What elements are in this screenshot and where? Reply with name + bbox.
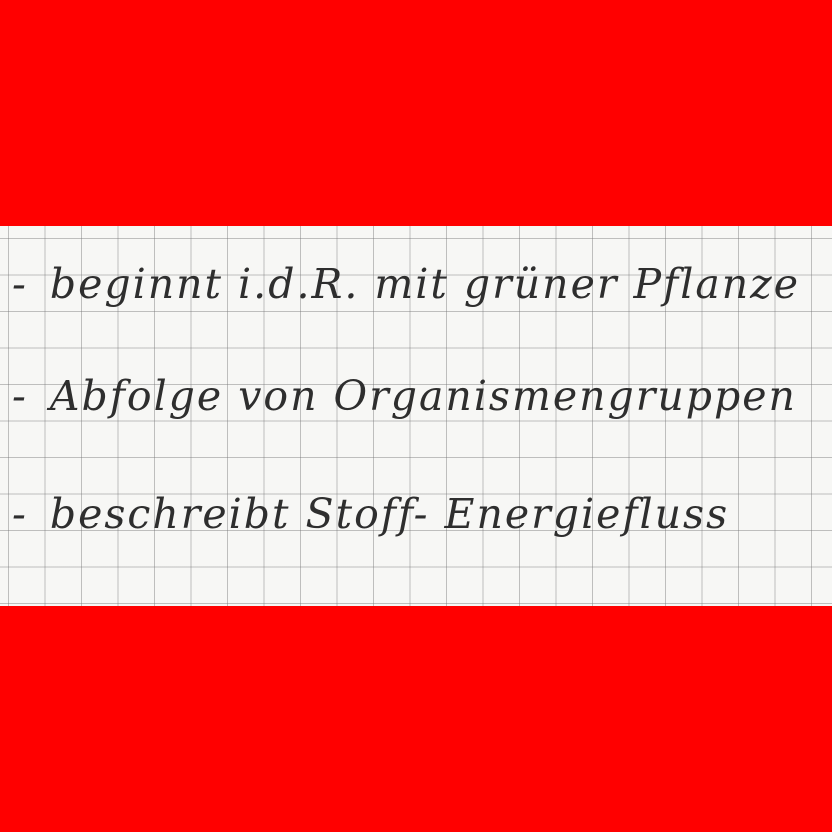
grid-paper-notes: [0, 226, 832, 606]
note-line-2: [12, 372, 797, 420]
red-border-top: [0, 0, 832, 226]
bullet-dash: -: [12, 372, 28, 420]
bullet-dash: -: [12, 490, 28, 538]
bullet-dash: -: [12, 260, 28, 308]
note-line-3: [12, 490, 730, 538]
red-border-bottom: [0, 606, 832, 832]
note-line-2-text: Abfolge von Organismengruppen: [49, 372, 797, 420]
note-line-1: [12, 260, 801, 308]
note-line-1-text: beginnt i.d.R. mit grüner Pflanze: [49, 260, 801, 308]
note-line-3-text: beschreibt Stoff- Energiefluss: [49, 490, 730, 538]
